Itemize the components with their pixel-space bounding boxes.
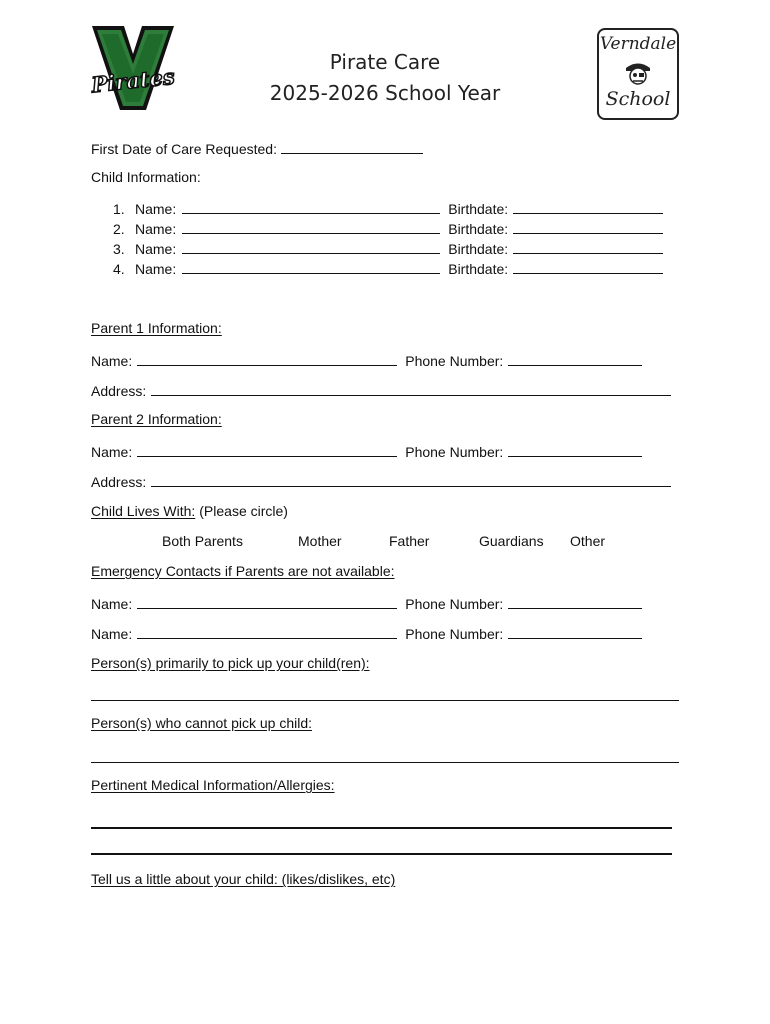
child-birthdate-label: Birthdate:: [448, 201, 509, 217]
child-name-label: Name:: [135, 201, 177, 217]
no-pickup-line-field[interactable]: [91, 762, 679, 763]
parent1-address-row: [91, 381, 671, 399]
pickup-heading: Person(s) primarily to pick up your child(ren):: [91, 655, 370, 671]
emergency-row: [91, 624, 642, 642]
lives-with-option[interactable]: Mother: [298, 533, 342, 549]
lives-with-heading: Child Lives With:: [91, 503, 196, 519]
lives-with-option[interactable]: Father: [389, 533, 430, 549]
emergency-heading: Emergency Contacts if Parents are not available:: [91, 563, 395, 579]
parent2-name-row: [91, 442, 642, 460]
parent2-address-label: Address:: [91, 474, 147, 490]
about-heading: Tell us a little about your child: (likes/dislikes, etc): [91, 871, 396, 887]
no-pickup-heading: Person(s) who cannot pick up child:: [91, 715, 312, 731]
emergency-phone-field[interactable]: [508, 624, 642, 639]
child-row-number: 3.: [113, 241, 125, 257]
child-row: [113, 259, 663, 277]
parent2-address-field[interactable]: [151, 472, 671, 487]
logo-verndale-text: Verndale: [599, 34, 677, 54]
child-birthdate-label: Birthdate:: [448, 261, 509, 277]
pirate-skull-icon: [623, 59, 653, 87]
first-date-row: [91, 139, 423, 157]
emergency-phone-label: Phone Number:: [405, 596, 504, 612]
child-name-field[interactable]: [182, 199, 440, 214]
emergency-name-field[interactable]: [137, 624, 397, 639]
child-row: [113, 199, 663, 217]
pickup-line-field[interactable]: [91, 700, 679, 701]
parent1-phone-field[interactable]: [508, 351, 642, 366]
logo-school-text: School: [605, 88, 671, 110]
child-name-field[interactable]: [182, 219, 440, 234]
first-date-label: First Date of Care Requested:: [91, 141, 277, 157]
child-birthdate-field[interactable]: [513, 239, 663, 254]
parent2-name-field[interactable]: [137, 442, 397, 457]
parent1-address-label: Address:: [91, 383, 147, 399]
lives-with-option[interactable]: Both Parents: [162, 533, 243, 549]
lives-with-row: [91, 503, 288, 519]
child-row: [113, 239, 663, 257]
child-info-heading: Child Information:: [91, 169, 201, 185]
child-row: [113, 219, 663, 237]
emergency-name-field[interactable]: [137, 594, 397, 609]
page-title-line2: 2025-2026 School Year: [269, 81, 501, 105]
parent2-address-row: [91, 472, 671, 490]
emergency-name-label: Name:: [91, 626, 133, 642]
parent1-name-field[interactable]: [137, 351, 397, 366]
child-name-label: Name:: [135, 221, 177, 237]
logo-pirates-text: Pirates: [90, 63, 176, 98]
emergency-phone-label: Phone Number:: [405, 626, 504, 642]
child-birthdate-field[interactable]: [513, 199, 663, 214]
parent2-phone-field[interactable]: [508, 442, 642, 457]
emergency-row: [91, 594, 642, 612]
child-name-field[interactable]: [182, 259, 440, 274]
parent1-name-label: Name:: [91, 353, 133, 369]
child-name-label: Name:: [135, 261, 177, 277]
verndale-school-logo: [597, 28, 679, 120]
parent1-name-row: [91, 351, 642, 369]
parent1-phone-label: Phone Number:: [405, 353, 504, 369]
child-birthdate-field[interactable]: [513, 219, 663, 234]
medical-heading: Pertinent Medical Information/Allergies:: [91, 777, 335, 793]
parent2-name-label: Name:: [91, 444, 133, 460]
child-birthdate-label: Birthdate:: [448, 241, 509, 257]
lives-with-note: (Please circle): [199, 503, 288, 519]
medical-line-field[interactable]: [91, 827, 672, 829]
first-date-field[interactable]: [281, 139, 423, 154]
child-row-number: 4.: [113, 261, 125, 277]
parent1-address-field[interactable]: [151, 381, 671, 396]
emergency-phone-field[interactable]: [508, 594, 642, 609]
child-name-field[interactable]: [182, 239, 440, 254]
lives-with-option[interactable]: Other: [570, 533, 606, 549]
parent2-heading: Parent 2 Information:: [91, 411, 222, 427]
lives-with-option[interactable]: Guardians: [479, 533, 544, 549]
child-name-label: Name:: [135, 241, 177, 257]
medical-line-field[interactable]: [91, 853, 672, 855]
child-birthdate-label: Birthdate:: [448, 221, 509, 237]
page-title-line1: Pirate Care: [329, 50, 441, 74]
parent1-heading: Parent 1 Information:: [91, 320, 222, 336]
child-row-number: 1.: [113, 201, 125, 217]
emergency-name-label: Name:: [91, 596, 133, 612]
parent2-phone-label: Phone Number:: [405, 444, 504, 460]
child-birthdate-field[interactable]: [513, 259, 663, 274]
child-row-number: 2.: [113, 221, 125, 237]
